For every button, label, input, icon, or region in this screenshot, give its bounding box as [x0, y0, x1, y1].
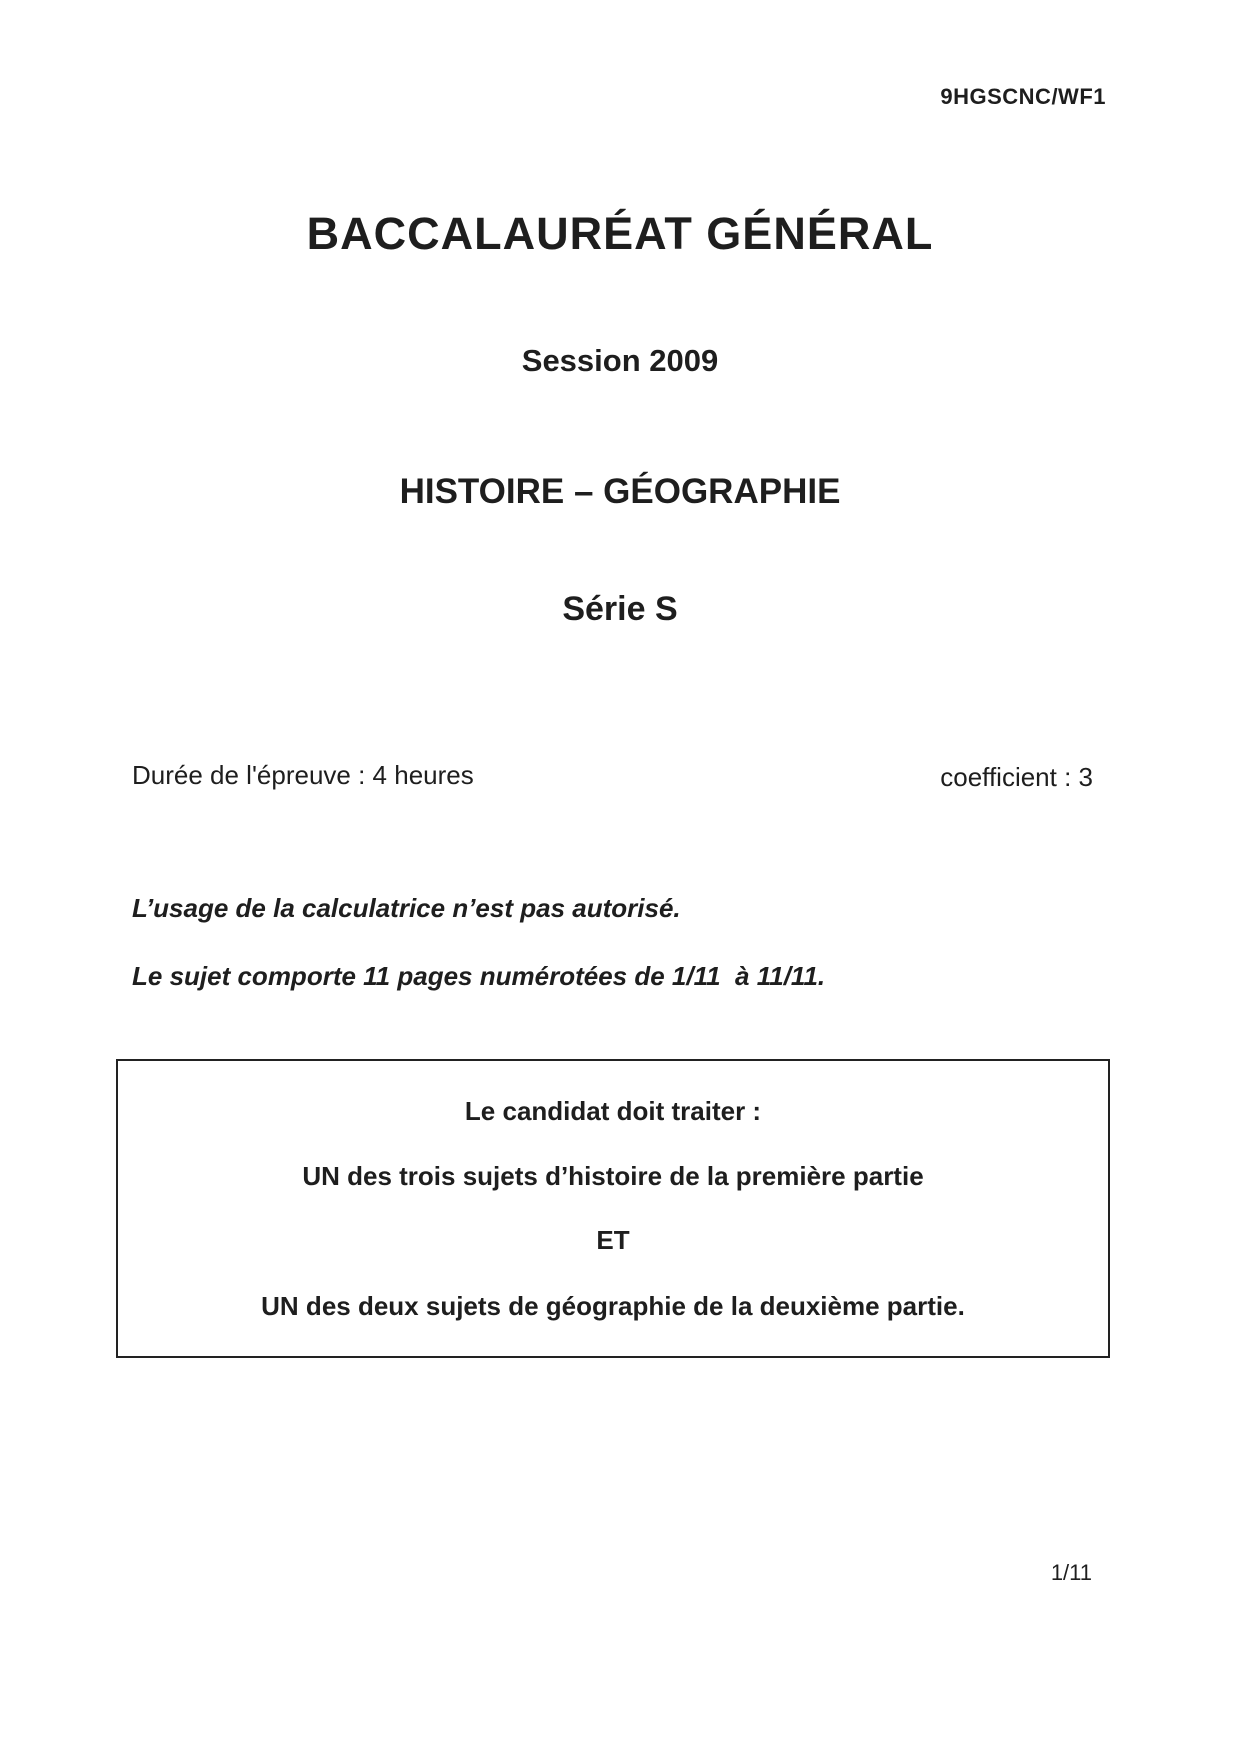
- exam-code: 9HGSCNC/WF1: [940, 84, 1106, 109]
- calculator-note: L’usage de la calculatrice n’est pas autorisé.: [132, 893, 681, 923]
- instructions-line: ET: [596, 1225, 630, 1255]
- session-label: Session 2009: [521, 343, 719, 378]
- coefficient-text: coefficient : 3: [940, 762, 1093, 792]
- subject-title: HISTOIRE – GÉOGRAPHIE: [399, 472, 841, 511]
- instructions-box: [116, 1059, 1110, 1358]
- page-number: 1/11: [1050, 1560, 1092, 1585]
- duration-text: Durée de l'épreuve : 4 heures: [132, 760, 474, 790]
- serie-label: Série S: [562, 590, 678, 628]
- instructions-line: Le candidat doit traiter :: [464, 1096, 762, 1126]
- exam-title: BACCALAURÉAT GÉNÉRAL: [306, 208, 934, 259]
- instructions-line: UN des deux sujets de géographie de la deuxième partie.: [261, 1291, 965, 1321]
- instructions-line: UN des trois sujets d’histoire de la première partie: [302, 1161, 924, 1191]
- pages-note: Le sujet comporte 11 pages numérotées de 1/11 à 11/11.: [132, 961, 826, 991]
